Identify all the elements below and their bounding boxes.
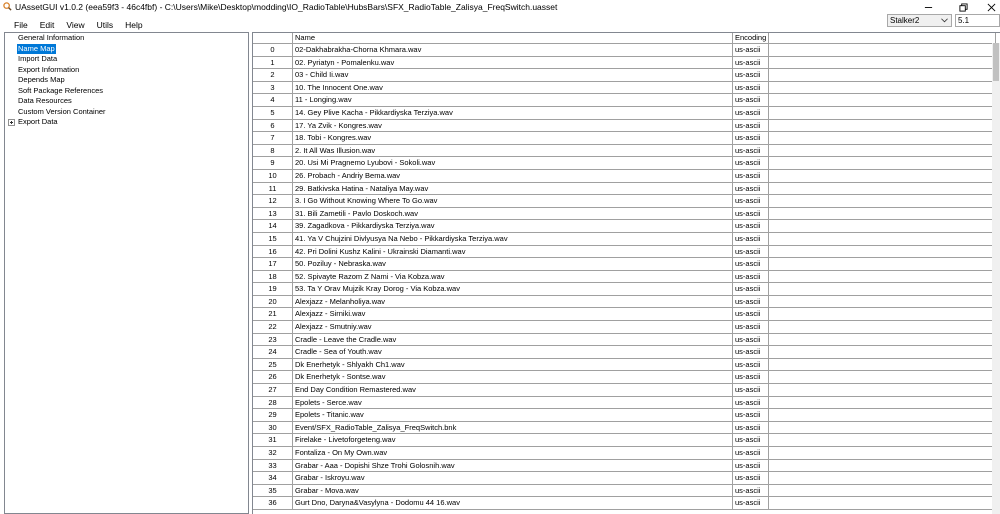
filler-cell (769, 246, 996, 259)
encoding-cell[interactable]: us-ascii (733, 397, 769, 410)
table-row[interactable] (253, 44, 1000, 57)
name-cell[interactable]: Epolets - Serce.wav (293, 397, 733, 410)
name-cell[interactable]: 20. Usi Mi Pragnemo Lyubovi - Sokoli.wav (293, 157, 733, 170)
name-cell[interactable]: 3. I Go Without Knowing Where To Go.wav (293, 195, 733, 208)
encoding-cell[interactable]: us-ascii (733, 371, 769, 384)
encoding-cell[interactable]: us-ascii (733, 258, 769, 271)
row-index-cell[interactable]: 0 (253, 44, 293, 57)
row-index-cell[interactable]: 14 (253, 220, 293, 233)
row-index-cell[interactable]: 35 (253, 485, 293, 498)
filler-cell (769, 359, 996, 372)
filler-cell (769, 120, 996, 133)
table-row[interactable] (253, 334, 1000, 347)
encoding-cell[interactable]: us-ascii (733, 107, 769, 120)
table-row[interactable] (253, 472, 1000, 485)
tree-item-general-information[interactable]: General Information (18, 33, 85, 42)
minimize-icon (924, 3, 933, 12)
filler-cell (769, 208, 996, 221)
version-value: 5.1 (958, 16, 970, 25)
filler-cell (769, 334, 996, 347)
table-row[interactable] (253, 447, 1000, 460)
filler-cell (769, 94, 996, 107)
row-index-cell[interactable]: 19 (253, 283, 293, 296)
chevron-down-icon (941, 18, 948, 23)
row-index-cell[interactable]: 32 (253, 447, 293, 460)
row-index-cell[interactable]: 1 (253, 57, 293, 70)
encoding-cell[interactable]: us-ascii (733, 271, 769, 284)
restore-icon (959, 3, 968, 12)
table-row[interactable] (253, 497, 1000, 510)
table-row[interactable] (253, 422, 1000, 435)
table-row[interactable] (253, 321, 1000, 334)
row-index-cell[interactable]: 2 (253, 69, 293, 82)
row-index-cell[interactable]: 16 (253, 246, 293, 259)
asset-tree (4, 32, 249, 514)
restore-button[interactable] (948, 0, 978, 14)
table-row[interactable] (253, 208, 1000, 221)
grid-header (253, 33, 1000, 44)
row-index-cell[interactable]: 27 (253, 384, 293, 397)
encoding-cell[interactable]: us-ascii (733, 157, 769, 170)
encoding-cell[interactable]: us-ascii (733, 359, 769, 372)
encoding-cell[interactable]: us-ascii (733, 472, 769, 485)
name-cell[interactable]: Dk Enerhetyk - Shlyakh Ch1.wav (293, 359, 733, 372)
encoding-cell[interactable]: us-ascii (733, 422, 769, 435)
name-cell[interactable]: 31. Bili Zametili - Pavlo Doskoch.wav (293, 208, 733, 221)
name-cell[interactable]: 2. It All Was Illusion.wav (293, 145, 733, 158)
expand-icon[interactable] (8, 119, 15, 126)
row-index-cell[interactable]: 31 (253, 434, 293, 447)
name-cell[interactable]: Fontaliza - On My Own.wav (293, 447, 733, 460)
table-row[interactable] (253, 82, 1000, 95)
name-cell[interactable]: 10. The Innocent One.wav (293, 82, 733, 95)
filler-cell (769, 346, 996, 359)
encoding-cell[interactable]: us-ascii (733, 384, 769, 397)
tree-item-name-map[interactable]: Name Map (18, 43, 55, 53)
engine-version-value: Stalker2 (890, 16, 920, 25)
encoding-cell[interactable]: us-ascii (733, 132, 769, 145)
table-row[interactable] (253, 220, 1000, 233)
row-index-cell[interactable]: 34 (253, 472, 293, 485)
filler-cell (769, 434, 996, 447)
filler-cell (769, 44, 996, 57)
name-cell[interactable]: 53. Ta Y Orav Mujzik Kray Dorog - Via Kobza.wav (293, 283, 733, 296)
name-cell[interactable]: Alexjazz - Smutniy.wav (293, 321, 733, 334)
table-row[interactable] (253, 183, 1000, 196)
filler-cell (769, 132, 996, 145)
table-row[interactable] (253, 145, 1000, 158)
table-row[interactable] (253, 384, 1000, 397)
name-cell[interactable]: Cradle - Sea of Youth.wav (293, 346, 733, 359)
table-row[interactable] (253, 460, 1000, 473)
name-cell[interactable]: 26. Probach - Andriy Bema.wav (293, 170, 733, 183)
encoding-cell[interactable]: us-ascii (733, 447, 769, 460)
table-row[interactable] (253, 132, 1000, 145)
filler-cell (769, 384, 996, 397)
tree-item-depends-map[interactable]: Depends Map (18, 75, 65, 84)
row-index-cell[interactable]: 4 (253, 94, 293, 107)
table-row[interactable] (253, 271, 1000, 284)
table-row[interactable] (253, 157, 1000, 170)
grid-rows (253, 44, 1000, 510)
menu-utils[interactable]: Utils (96, 20, 114, 30)
row-index-cell[interactable]: 10 (253, 170, 293, 183)
encoding-cell[interactable]: us-ascii (733, 145, 769, 158)
name-cell[interactable]: 39. Zagadkova - Pikkardiyska Terziya.wav (293, 220, 733, 233)
close-icon (987, 3, 996, 12)
table-row[interactable] (253, 359, 1000, 372)
row-index-cell[interactable]: 12 (253, 195, 293, 208)
table-row[interactable] (253, 397, 1000, 410)
tree-item-data-resources[interactable]: Data Resources (18, 96, 72, 105)
table-row[interactable] (253, 170, 1000, 183)
table-row[interactable] (253, 107, 1000, 120)
name-cell[interactable]: 17. Ya Zvik - Kongres.wav (293, 120, 733, 133)
filler-cell (769, 283, 996, 296)
row-index-cell[interactable]: 30 (253, 422, 293, 435)
engine-version-dropdown[interactable] (887, 14, 952, 27)
name-cell[interactable]: Epolets - Titanic.wav (293, 409, 733, 422)
table-row[interactable] (253, 283, 1000, 296)
title-bar (0, 0, 1000, 14)
filler-cell (769, 497, 996, 510)
table-row[interactable] (253, 233, 1000, 246)
row-index-cell[interactable]: 17 (253, 258, 293, 271)
encoding-cell[interactable]: us-ascii (733, 69, 769, 82)
name-cell[interactable]: Alexjazz - Melanholiya.wav (293, 296, 733, 309)
row-index-cell[interactable]: 9 (253, 157, 293, 170)
table-row[interactable] (253, 485, 1000, 498)
row-index-cell[interactable]: 20 (253, 296, 293, 309)
row-index-cell[interactable]: 13 (253, 208, 293, 221)
encoding-cell[interactable]: us-ascii (733, 434, 769, 447)
row-index-cell[interactable]: 24 (253, 346, 293, 359)
name-cell[interactable]: 02. Pyriatyn - Pomalenku.wav (293, 57, 733, 70)
table-row[interactable] (253, 409, 1000, 422)
filler-cell (769, 220, 996, 233)
filler-cell (769, 157, 996, 170)
encoding-cell[interactable]: us-ascii (733, 296, 769, 309)
menu-bar (0, 19, 149, 31)
encoding-cell[interactable]: us-ascii (733, 82, 769, 95)
encoding-cell[interactable]: us-ascii (733, 170, 769, 183)
name-map-grid (252, 32, 1000, 514)
column-header-encoding[interactable]: Encoding (733, 33, 769, 44)
encoding-cell[interactable]: us-ascii (733, 283, 769, 296)
table-row[interactable] (253, 120, 1000, 133)
filler-cell (769, 170, 996, 183)
name-cell[interactable]: 02-Dakhabrakha-Chorna Khmara.wav (293, 44, 733, 57)
table-row[interactable] (253, 94, 1000, 107)
menu-edit[interactable]: Edit (39, 20, 55, 30)
row-index-cell[interactable]: 33 (253, 460, 293, 473)
table-row[interactable] (253, 346, 1000, 359)
filler-cell (769, 195, 996, 208)
row-index-cell[interactable]: 15 (253, 233, 293, 246)
row-index-cell[interactable]: 7 (253, 132, 293, 145)
name-cell[interactable]: Gurt Dno, Daryna&Vasylyna - Dodomu 44 16.wav (293, 497, 733, 510)
filler-cell (769, 321, 996, 334)
filler-cell (769, 296, 996, 309)
filler-cell (769, 57, 996, 70)
table-row[interactable] (253, 69, 1000, 82)
encoding-cell[interactable]: us-ascii (733, 485, 769, 498)
filler-cell (769, 82, 996, 95)
encoding-cell[interactable]: us-ascii (733, 94, 769, 107)
table-row[interactable] (253, 434, 1000, 447)
filler-cell (769, 485, 996, 498)
close-button[interactable] (983, 0, 1000, 14)
encoding-cell[interactable]: us-ascii (733, 57, 769, 70)
table-row[interactable] (253, 371, 1000, 384)
name-cell[interactable]: Event/SFX_RadioTable_Zalisya_FreqSwitch.bnk (293, 422, 733, 435)
encoding-cell[interactable]: us-ascii (733, 308, 769, 321)
name-cell[interactable]: Grabar - Iskroyu.wav (293, 472, 733, 485)
table-row[interactable] (253, 195, 1000, 208)
name-cell[interactable]: End Day Condition Remastered.wav (293, 384, 733, 397)
tree-item-soft-package-references[interactable]: Soft Package References (18, 85, 104, 95)
filler-cell (769, 409, 996, 422)
encoding-cell[interactable]: us-ascii (733, 334, 769, 347)
name-cell[interactable]: 52. Spivayte Razom Z Nami - Via Kobza.wav (293, 271, 733, 284)
table-row[interactable] (253, 308, 1000, 321)
column-header-name[interactable]: Name (293, 33, 733, 44)
row-index-cell[interactable]: 5 (253, 107, 293, 120)
filler-cell (769, 233, 996, 246)
encoding-cell[interactable]: us-ascii (733, 195, 769, 208)
row-index-cell[interactable]: 21 (253, 308, 293, 321)
scrollbar-thumb[interactable] (993, 43, 999, 81)
filler-cell (769, 308, 996, 321)
name-cell[interactable]: 03 - Child Ii.wav (293, 69, 733, 82)
row-index-cell[interactable]: 22 (253, 321, 293, 334)
encoding-cell[interactable]: us-ascii (733, 183, 769, 196)
row-index-cell[interactable]: 18 (253, 271, 293, 284)
filler-cell (769, 422, 996, 435)
menu-file[interactable]: File (14, 20, 28, 30)
filler-cell (769, 107, 996, 120)
tree-item-custom-version-container[interactable]: Custom Version Container (18, 106, 106, 116)
filler-cell (769, 69, 996, 82)
encoding-cell[interactable]: us-ascii (733, 460, 769, 473)
name-cell[interactable]: 14. Gey Plive Kacha - Pikkardiyska Terziya.wav (293, 107, 733, 120)
tree-item-export-data[interactable]: Export Data (18, 117, 58, 126)
filler-cell (769, 271, 996, 284)
encoding-cell[interactable]: us-ascii (733, 233, 769, 246)
encoding-cell[interactable]: us-ascii (733, 409, 769, 422)
encoding-cell[interactable]: us-ascii (733, 220, 769, 233)
name-cell[interactable]: 11 - Longing.wav (293, 94, 733, 107)
table-row[interactable] (253, 258, 1000, 271)
row-index-cell[interactable]: 36 (253, 497, 293, 510)
table-row[interactable] (253, 246, 1000, 259)
table-row[interactable] (253, 57, 1000, 70)
version-input[interactable] (955, 14, 1000, 27)
filler-cell (769, 447, 996, 460)
tree-item-import-data[interactable]: Import Data (18, 54, 58, 63)
name-cell[interactable]: 50. Poziluy - Nebraska.wav (293, 258, 733, 271)
filler-cell (769, 397, 996, 410)
encoding-cell[interactable]: us-ascii (733, 44, 769, 57)
minimize-button[interactable] (913, 0, 943, 14)
name-cell[interactable]: 42. Pri Dolini Kushz Kalini - Ukrainski Diamanti.wav (293, 246, 733, 259)
encoding-cell[interactable]: us-ascii (733, 208, 769, 221)
filler-cell (769, 472, 996, 485)
row-index-cell[interactable]: 28 (253, 397, 293, 410)
name-cell[interactable]: Dk Enerhetyk - Sontse.wav (293, 371, 733, 384)
name-cell[interactable]: Grabar - Mova.wav (293, 485, 733, 498)
encoding-cell[interactable]: us-ascii (733, 497, 769, 510)
row-index-cell[interactable]: 6 (253, 120, 293, 133)
row-index-cell[interactable]: 29 (253, 409, 293, 422)
magnifier-icon (3, 2, 12, 11)
name-cell[interactable]: 29. Batkivska Hatina - Nataliya May.wav (293, 183, 733, 196)
table-row[interactable] (253, 296, 1000, 309)
row-index-cell[interactable]: 25 (253, 359, 293, 372)
tree-item-export-information[interactable]: Export Information (18, 64, 80, 74)
window-title: UAssetGUI v1.0.2 (eea59f3 - 46c4fbf) - C:\Users\Mike\Desktop\modding\IO_RadioTable\HubsBars\SFX_RadioTable_Zalisya_FreqSwitch.uasset (15, 2, 558, 12)
filler-cell (769, 183, 996, 196)
name-cell[interactable]: 41. Ya V Chujzini Divlyusya Na Nebo - Pikkardiyska Terziya.wav (293, 233, 733, 246)
name-cell[interactable]: Firelake - Livetoforgeteng.wav (293, 434, 733, 447)
column-header-filler (769, 33, 996, 44)
vertical-scrollbar[interactable] (992, 43, 1000, 514)
encoding-cell[interactable]: us-ascii (733, 321, 769, 334)
name-cell[interactable]: 18. Tobi - Kongres.wav (293, 132, 733, 145)
row-index-cell[interactable]: 11 (253, 183, 293, 196)
column-header-index[interactable] (253, 33, 293, 44)
encoding-cell[interactable]: us-ascii (733, 346, 769, 359)
row-index-cell[interactable]: 8 (253, 145, 293, 158)
row-index-cell[interactable]: 3 (253, 82, 293, 95)
name-cell[interactable]: Alexjazz - Sirniki.wav (293, 308, 733, 321)
row-index-cell[interactable]: 23 (253, 334, 293, 347)
encoding-cell[interactable]: us-ascii (733, 120, 769, 133)
filler-cell (769, 258, 996, 271)
name-cell[interactable]: Cradle - Leave the Cradle.wav (293, 334, 733, 347)
encoding-cell[interactable]: us-ascii (733, 246, 769, 259)
row-index-cell[interactable]: 26 (253, 371, 293, 384)
name-cell[interactable]: Grabar - Aaa - Dopishi Shze Trohi Golosnih.wav (293, 460, 733, 473)
filler-cell (769, 371, 996, 384)
menu-help[interactable]: Help (125, 20, 143, 30)
menu-view[interactable]: View (66, 20, 85, 30)
filler-cell (769, 145, 996, 158)
filler-cell (769, 460, 996, 473)
